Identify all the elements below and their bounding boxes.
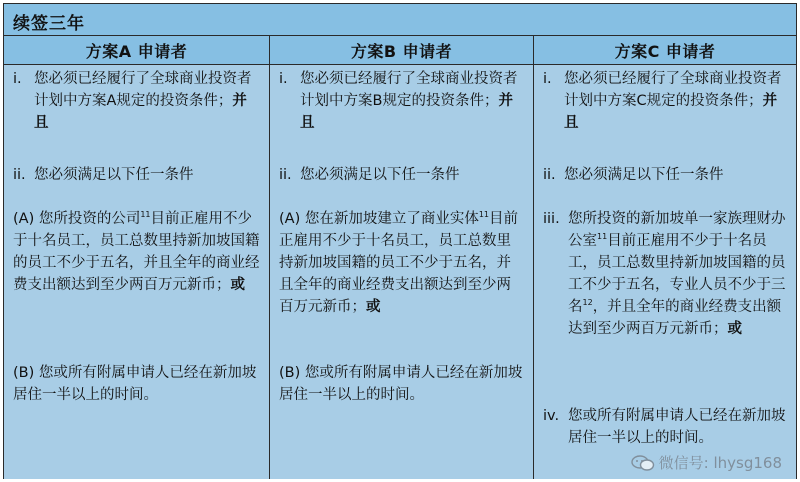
list-item bbox=[4, 164, 269, 186]
item-body: 您所投资的新加坡单一家族理财办公室 bbox=[568, 211, 786, 249]
item-conjunction: 并且 bbox=[300, 93, 513, 131]
item-number: iv. bbox=[543, 408, 560, 424]
condition-b: (B) 您或所有附属申请人已经在新加坡居住一半以上的时间。 bbox=[279, 365, 523, 403]
item-number: ii. bbox=[279, 167, 292, 183]
item-number: i. bbox=[543, 71, 552, 87]
condition-a bbox=[279, 208, 525, 318]
item-text: 您或所有附属申请人已经在新加坡居住一半以上的时间。 bbox=[568, 408, 786, 446]
footnote-ref: 11 bbox=[140, 210, 151, 220]
item-number: iii. bbox=[543, 211, 560, 227]
watermark bbox=[631, 452, 782, 473]
condition-conjunction: 或 bbox=[230, 277, 245, 293]
condition-conjunction: 或 bbox=[366, 299, 381, 315]
list-item bbox=[270, 164, 533, 186]
item-number: ii. bbox=[13, 167, 26, 183]
item-text bbox=[564, 68, 796, 134]
item-text: 您必须满足以下任一条件 bbox=[34, 167, 194, 183]
header-plan-a: 方案A 申请者 bbox=[4, 36, 269, 65]
condition-a bbox=[13, 208, 261, 296]
item-conjunction: 并且 bbox=[34, 93, 247, 131]
footnote-ref: 11 bbox=[597, 232, 608, 242]
column-plan-a bbox=[4, 65, 269, 479]
item-text: 您必须满足以下任一条件 bbox=[300, 167, 460, 183]
wechat-icon bbox=[631, 455, 655, 471]
condition-text: (A) 您在新加坡建立了商业实体 bbox=[279, 211, 479, 227]
title-bar bbox=[4, 4, 796, 36]
footnote-ref: 12 bbox=[582, 298, 593, 308]
condition-text: 目前正雇用不少于十名员工，员工总数里持新加坡国籍的员工不少于五名，并且全年的商业经费支出额达到至少两百万元新币； bbox=[13, 211, 260, 293]
column-plan-c bbox=[534, 65, 796, 479]
list-item bbox=[534, 208, 796, 340]
item-body: 您必须已经履行了全球商业投资者计划中方案B规定的投资条件； bbox=[300, 71, 518, 109]
item-body: 您必须已经履行了全球商业投资者计划中方案C规定的投资条件； bbox=[564, 71, 782, 109]
item-number: ii. bbox=[543, 167, 556, 183]
item-number: i. bbox=[279, 71, 288, 87]
item-body: ，并且全年的商业经费支出额达到至少两百万元新币； bbox=[568, 299, 782, 337]
list-item bbox=[270, 68, 533, 134]
item-text bbox=[300, 68, 533, 134]
header-plan-b: 方案B 申请者 bbox=[270, 36, 533, 65]
column-plan-b bbox=[270, 65, 533, 479]
condition-b: (B) 您或所有附属申请人已经在新加坡居住一半以上的时间。 bbox=[13, 365, 257, 403]
list-item bbox=[534, 405, 796, 449]
item-conjunction: 或 bbox=[727, 321, 742, 337]
list-item bbox=[4, 68, 269, 134]
item-text bbox=[568, 208, 796, 340]
list-item bbox=[534, 164, 796, 186]
item-text: 您必须满足以下任一条件 bbox=[564, 167, 724, 183]
footnote-ref: 11 bbox=[478, 210, 490, 220]
item-text bbox=[34, 68, 269, 134]
item-conjunction: 并且 bbox=[564, 93, 778, 131]
condition-text: 目前正雇用不少于十名员工，员工总数里持新加坡国籍的员工不少于五名，并且全年的商业经费支出额达到至少两百万元新币； bbox=[279, 211, 519, 315]
item-number: i. bbox=[13, 71, 22, 87]
list-item bbox=[534, 68, 796, 134]
header-plan-c: 方案C 申请者 bbox=[534, 36, 796, 65]
watermark-text: 微信号: lhysg168 bbox=[658, 454, 782, 472]
condition-text: (A) 您所投资的公司 bbox=[13, 211, 141, 227]
item-body: 目前正雇用不少于十名员工，员工总数里持新加坡国籍的员工不少于五名，专业人员不少于三名 bbox=[568, 233, 786, 315]
table-title: 续签三年 bbox=[13, 14, 85, 34]
item-body: 您必须已经履行了全球商业投资者计划中方案A规定的投资条件； bbox=[34, 71, 252, 109]
renewal-table bbox=[3, 3, 797, 479]
